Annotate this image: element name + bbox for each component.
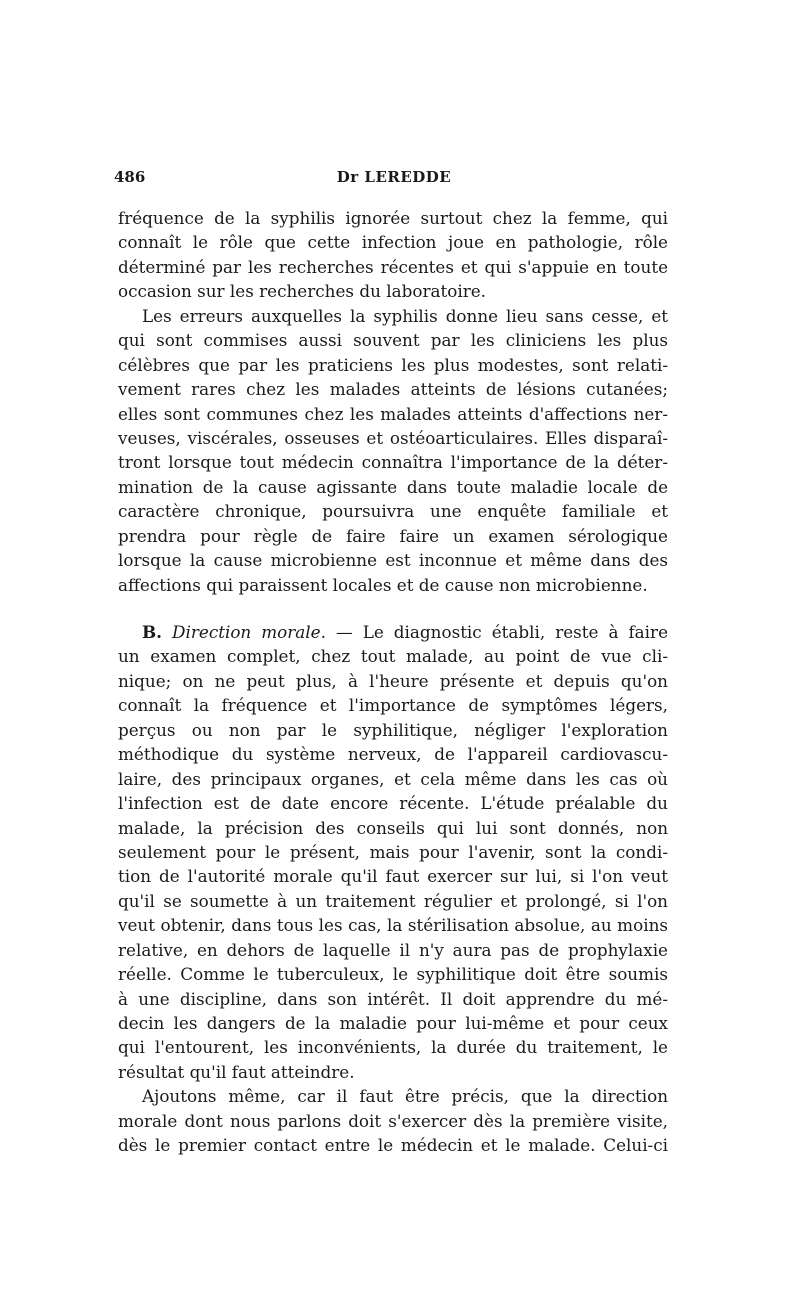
text-line: qui sont commises aussi souvent par les cliniciens les plus — [118, 330, 668, 351]
text-line: Les erreurs auxquelles la syphilis donne lieu sans cesse, et — [142, 305, 668, 326]
text-line: à une discipline, dans son intérêt. Il doit apprendre du mé- — [118, 988, 668, 1009]
page-header — [114, 168, 674, 192]
text-line: qu'il se soumette à un traitement régulier et prolongé, si l'on — [118, 890, 668, 911]
text-line: l'infection est de date encore récente. L'étude préalable du — [118, 793, 668, 814]
text-line: seulement pour le présent, mais pour l'avenir, sont la condi- — [118, 841, 668, 862]
text-line: perçus ou non par le syphilitique, négliger l'exploration — [118, 719, 668, 740]
body-text — [118, 206, 668, 1158]
section-heading-line — [118, 620, 668, 644]
text-line: veut obtenir, dans tous les cas, la stérilisation absolue, au moins — [118, 915, 668, 936]
text-line: dès le premier contact entre le médecin et le malade. Celui-ci — [118, 1135, 668, 1156]
text-line: vement rares chez les malades atteints de lésions cutanées; — [118, 379, 668, 400]
page-number: 486 — [114, 168, 146, 186]
section-title: Direction morale. — [172, 622, 326, 642]
text-line: elles sont communes chez les malades atteints d'affections ner- — [118, 403, 668, 424]
text-line: prendra pour règle de faire faire un examen sérologique — [118, 525, 668, 546]
text-line: morale dont nous parlons doit s'exercer dès la première visite, — [118, 1110, 668, 1131]
text-line: connaît la fréquence et l'importance de symptômes légers, — [118, 695, 668, 716]
text-line: tront lorsque tout médecin connaîtra l'importance de la déter- — [118, 452, 668, 473]
text-line: lorsque la cause microbienne est inconnue et même dans des — [118, 550, 668, 571]
text-line: decin les dangers de la maladie pour lui-même et pour ceux — [118, 1013, 668, 1033]
text-line: connaît le rôle que cette infection joue en pathologie, rôle — [118, 232, 668, 253]
text-line: tion de l'autorité morale qu'il faut exercer sur lui, si l'on veut — [118, 866, 668, 887]
text-line: occasion sur les recherches du laboratoire. — [118, 281, 486, 302]
paragraph-1 — [118, 206, 668, 304]
text-line: relative, en dehors de laquelle il n'y aura pas de prophylaxie — [118, 939, 668, 960]
text-line: méthodique du système nerveux, de l'appareil cardiovascu- — [118, 744, 668, 765]
section-label: B. — [142, 622, 163, 642]
text-line: laire, des principaux organes, et cela même dans les cas où — [118, 768, 668, 789]
text-line: déterminé par les recherches récentes et qui s'appuie en toute — [118, 256, 668, 277]
text-line: veuses, viscérales, osseuses et ostéoarticulaires. Elles disparaî- — [118, 427, 668, 448]
text-line: Ajoutons même, car il faut être précis, que la direction — [142, 1086, 668, 1107]
paragraph-4 — [118, 1084, 668, 1157]
text-line: fréquence de la syphilis ignorée surtout chez la femme, qui — [118, 208, 668, 228]
section-spacer — [118, 597, 668, 620]
text-line: réelle. Comme le tuberculeux, le syphilitique doit être soumis — [118, 964, 668, 985]
text-line: mination de la cause agissante dans toute maladie locale de — [118, 476, 668, 497]
running-title: Dr LEREDDE — [336, 168, 452, 186]
text-line: caractère chronique, poursuivra une enquête familiale et — [118, 501, 668, 522]
section-heading-rest: — Le diagnostic établi, reste à faire — [325, 622, 668, 642]
text-line: un examen complet, chez tout malade, au point de vue cli- — [118, 646, 668, 667]
text-line: nique; on ne peut plus, à l'heure présente et depuis qu'on — [118, 670, 668, 691]
text-line: qui l'entourent, les inconvénients, la durée du traitement, le — [118, 1037, 668, 1058]
section-b-paragraph — [118, 620, 668, 1084]
text-line: célèbres que par les praticiens les plus modestes, sont relati- — [118, 354, 668, 375]
paragraph-2 — [118, 304, 668, 597]
text-line: malade, la précision des conseils qui lui sont donnés, non — [118, 817, 668, 838]
text-line: résultat qu'il faut atteindre. — [118, 1061, 355, 1082]
text-line: affections qui paraissent locales et de cause non microbienne. — [118, 574, 648, 595]
